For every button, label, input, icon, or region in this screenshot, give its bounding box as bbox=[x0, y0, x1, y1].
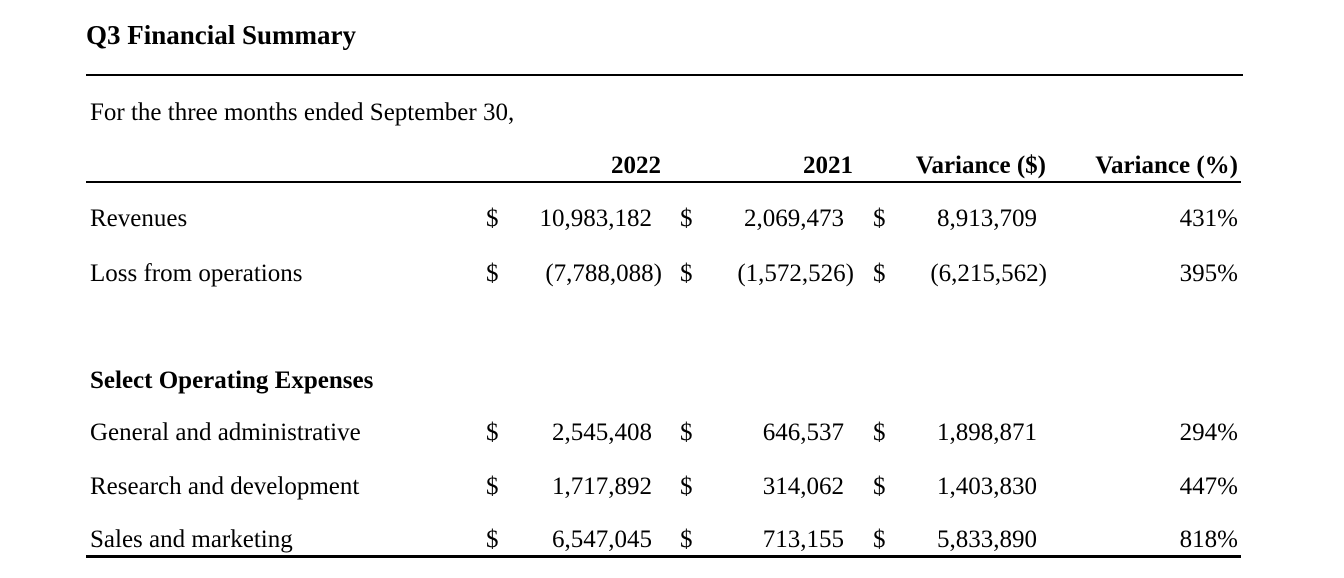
title-rule bbox=[86, 74, 1243, 76]
table-row-sales-marketing bbox=[0, 523, 1344, 557]
value-variance: 1,403,830 bbox=[937, 473, 1037, 500]
row-label: Sales and marketing bbox=[90, 526, 293, 553]
value-variance-pct: 818% bbox=[1179, 526, 1238, 553]
value-2022: 6,547,045 bbox=[552, 526, 652, 553]
currency-symbol: $ bbox=[873, 473, 886, 500]
value-2021: 646,537 bbox=[762, 419, 844, 446]
row-label: Research and development bbox=[90, 473, 360, 500]
currency-symbol: $ bbox=[680, 473, 693, 500]
value-variance-pct: 447% bbox=[1179, 473, 1238, 500]
value-2021: 314,062 bbox=[762, 473, 844, 500]
value-2022: 10,983,182 bbox=[539, 205, 652, 232]
value-2022: 2,545,408 bbox=[552, 419, 652, 446]
currency-symbol: $ bbox=[486, 419, 499, 446]
currency-symbol: $ bbox=[873, 205, 886, 232]
header-2021: 2021 bbox=[803, 152, 853, 179]
currency-symbol: $ bbox=[486, 205, 499, 232]
currency-symbol: $ bbox=[873, 260, 886, 287]
currency-symbol: $ bbox=[680, 260, 693, 287]
table-row-revenues bbox=[0, 202, 1344, 236]
currency-symbol: $ bbox=[486, 260, 499, 287]
header-rule bbox=[86, 181, 1241, 183]
table-row-general-administrative bbox=[0, 416, 1344, 450]
value-2022: 1,717,892 bbox=[552, 473, 652, 500]
currency-symbol: $ bbox=[873, 419, 886, 446]
value-variance: (6,215,562) bbox=[930, 260, 1047, 287]
currency-symbol: $ bbox=[680, 205, 693, 232]
row-label: Loss from operations bbox=[90, 260, 303, 287]
table-row-loss-from-operations bbox=[0, 257, 1344, 291]
value-variance-pct: 431% bbox=[1179, 205, 1238, 232]
currency-symbol: $ bbox=[680, 419, 693, 446]
value-2021: 2,069,473 bbox=[744, 205, 844, 232]
value-variance: 8,913,709 bbox=[937, 205, 1037, 232]
row-label: Revenues bbox=[90, 205, 188, 232]
value-variance: 1,898,871 bbox=[937, 419, 1037, 446]
header-2022: 2022 bbox=[611, 152, 661, 179]
value-variance: 5,833,890 bbox=[937, 526, 1037, 553]
currency-symbol: $ bbox=[486, 473, 499, 500]
report-title: Q3 Financial Summary bbox=[86, 20, 357, 50]
currency-symbol: $ bbox=[486, 526, 499, 553]
table-row-research-development bbox=[0, 470, 1344, 504]
currency-symbol: $ bbox=[680, 526, 693, 553]
header-variance-dollar: Variance ($) bbox=[915, 152, 1046, 179]
section-title: Select Operating Expenses bbox=[90, 367, 374, 394]
row-label: General and administrative bbox=[90, 419, 361, 446]
value-variance-pct: 294% bbox=[1179, 419, 1238, 446]
value-2021: 713,155 bbox=[762, 526, 844, 553]
value-2022: (7,788,088) bbox=[545, 260, 662, 287]
period-subtitle: For the three months ended September 30, bbox=[90, 99, 515, 126]
value-variance-pct: 395% bbox=[1179, 260, 1238, 287]
bottom-rule bbox=[86, 555, 1241, 558]
currency-symbol: $ bbox=[873, 526, 886, 553]
value-2021: (1,572,526) bbox=[737, 260, 854, 287]
header-variance-pct: Variance (%) bbox=[1095, 152, 1238, 179]
